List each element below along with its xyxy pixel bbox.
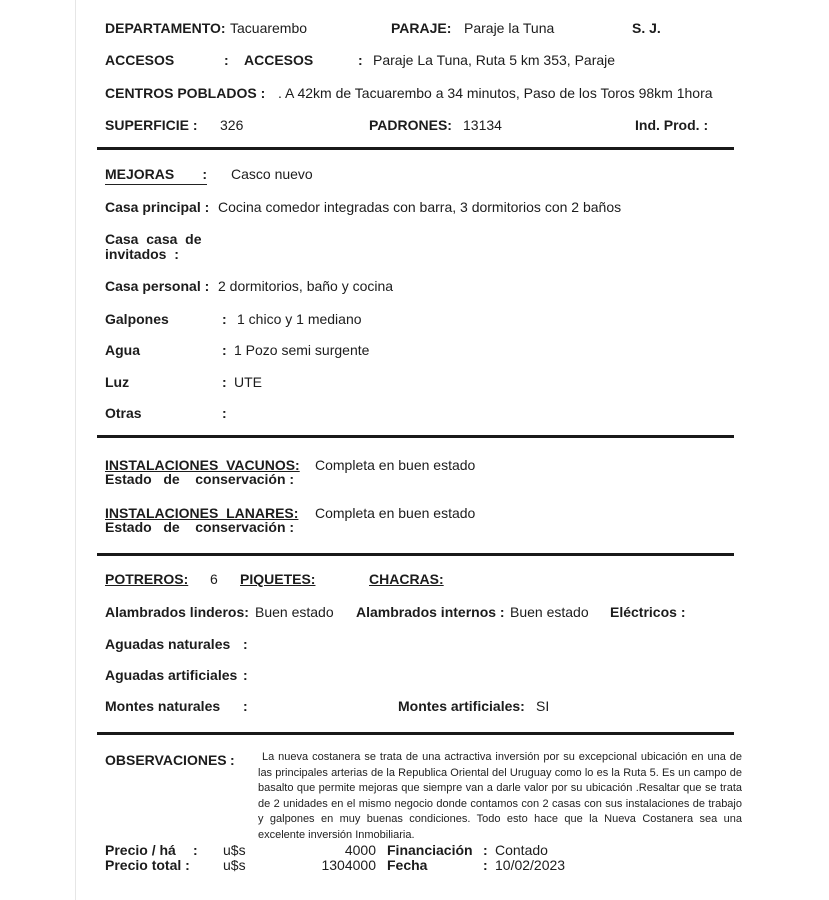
financiacion-colon: : [483,842,488,858]
luz-colon: : [222,374,227,390]
financiacion-label: Financiación [387,842,473,858]
potreros-value: 6 [210,571,218,587]
centros-value: . A 42km de Tacuarembo a 34 minutos, Paso de los Toros 98km 1hora [278,85,713,101]
otras-label: Otras [105,405,142,421]
row-estado-conservacion-lanares [0,518,829,537]
mejoras-title-underline [105,165,207,185]
precio-ha-value: 4000 [344,842,376,858]
estado-conservacion-vacunos-label: Estado de conservación : [105,471,295,487]
row-casa-invitados-2 [0,245,829,264]
agua-colon: : [222,342,227,358]
row-luz [0,373,829,392]
casa-principal-value: Cocina comedor integradas con barra, 3 dormitorios con 2 baños [218,199,622,215]
padrones-label: PADRONES: [369,117,452,133]
agua-value: 1 Pozo semi surgente [234,342,370,358]
casa-invitados-label-line2: invitados : [105,246,179,262]
montes-naturales-label: Montes naturales [105,698,221,714]
chacras-label: CHACRAS: [369,571,444,587]
otras-colon: : [222,405,227,421]
aguadas-artificiales-label: Aguadas artificiales [105,667,238,683]
section-divider-2 [97,435,734,438]
aguadas-naturales-label: Aguadas naturales [105,636,231,652]
fecha-label: Fecha [387,857,428,873]
instalaciones-lanares-value: Completa en buen estado [315,505,476,521]
precio-ha-label: Precio / há [105,842,176,858]
row-aguadas-artificiales [0,666,829,685]
precio-total-value: 1304000 [321,857,376,873]
section-divider-4 [97,732,734,735]
casa-personal-label: Casa personal : [105,278,210,294]
accesos-colon-1: : [224,52,229,68]
accesos-label-2: ACCESOS [244,52,314,68]
alambrados-linderos-value: Buen estado [255,604,334,620]
mejoras-value: Casco nuevo [231,166,313,182]
aguadas-naturales-colon: : [243,636,248,652]
precio-total-currency: u$s [223,857,246,873]
section-divider-1 [97,147,734,150]
observaciones-label: OBSERVACIONES [105,752,227,768]
casa-personal-value: 2 dormitorios, baño y cocina [218,278,394,294]
casa-principal-label: Casa principal : [105,199,210,215]
superficie-value: 326 [220,117,244,133]
precio-ha-colon: : [193,842,198,858]
potreros-label: POTREROS: [105,571,189,587]
casa-invitados-label-line1: Casa casa de [105,231,202,247]
row-otras [0,404,829,423]
piquetes-label: PIQUETES: [240,571,316,587]
electricos-label: Eléctricos : [610,604,686,620]
aguadas-artificiales-colon: : [243,667,248,683]
instalaciones-vacunos-title: INSTALACIONES VACUNOS: [105,457,300,473]
mejoras-title-colon: : [202,166,207,182]
row-potreros [0,570,829,589]
alambrados-internos-label: Alambrados internos : [356,604,505,620]
montes-naturales-colon: : [243,698,248,714]
accesos-label: ACCESOS [105,52,175,68]
row-centros-poblados [0,84,829,103]
row-aguadas-naturales [0,635,829,654]
row-superficie [0,116,829,135]
superficie-label: SUPERFICIE : [105,117,198,133]
centros-label: CENTROS POBLADOS : [105,85,266,101]
observaciones-colon: : [230,752,235,768]
departamento-value: Tacuarembo [230,20,308,36]
luz-label: Luz [105,374,130,390]
estado-conservacion-lanares-label: Estado de conservación : [105,519,295,535]
precio-ha-currency: u$s [223,842,246,858]
instalaciones-lanares-title: INSTALACIONES LANARES: [105,505,299,521]
accesos-colon-2: : [358,52,363,68]
row-alambrados [0,603,829,622]
mejoras-title: MEJORAS [105,166,175,182]
row-montes [0,697,829,716]
row-agua [0,341,829,360]
precio-total-label: Precio total : [105,857,190,873]
paraje-label: PARAJE: [391,20,452,36]
alambrados-linderos-label: Alambrados linderos: [105,604,249,620]
row-accesos [0,51,829,70]
fecha-colon: : [483,857,488,873]
accesos-value: Paraje La Tuna, Ruta 5 km 353, Paraje [373,52,616,68]
montes-artificiales-label: Montes artificiales: [398,698,525,714]
departamento-label: DEPARTAMENTO: [105,20,226,36]
row-estado-conservacion-vacunos [0,470,829,489]
instalaciones-vacunos-value: Completa en buen estado [315,457,476,473]
montes-artificiales-value: SI [536,698,550,714]
row-departamento [0,19,829,38]
padrones-value: 13134 [463,117,502,133]
initials: S. J. [632,20,661,36]
paraje-value: Paraje la Tuna [464,20,555,36]
financiacion-value: Contado [495,842,548,858]
galpones-value: 1 chico y 1 mediano [237,311,362,327]
ind-prod-label: Ind. Prod. : [635,117,709,133]
row-casa-personal [0,277,829,296]
section-divider-3 [97,553,734,556]
observaciones-text: La nueva costanera se trata de una actractiva inversión por su excepcional ubicación en una de las principales arterias de la Republica Oriental del Uruguay como lo es la Ruta 5. Es un campo de basalto que permite mejoras que siempre van a darle valor por su ubicación .Resaltar que se trata de 2 unidades en el mismo negocio donde contamos con 2 casas con sus instalaciones de trabajo y galpones en muy buenas condiciones. Todo esto hace que la Nueva Costanera sea una excelente inversión Inmobiliaria. [258,751,742,841]
agua-label: Agua [105,342,140,358]
fecha-value: 10/02/2023 [495,857,566,873]
luz-value: UTE [234,374,262,390]
galpones-colon: : [222,311,227,327]
row-casa-principal [0,198,829,217]
row-galpones [0,310,829,329]
galpones-label: Galpones [105,311,169,327]
alambrados-internos-value: Buen estado [510,604,589,620]
row-mejoras-title [0,165,829,184]
row-precio-total [0,856,829,875]
